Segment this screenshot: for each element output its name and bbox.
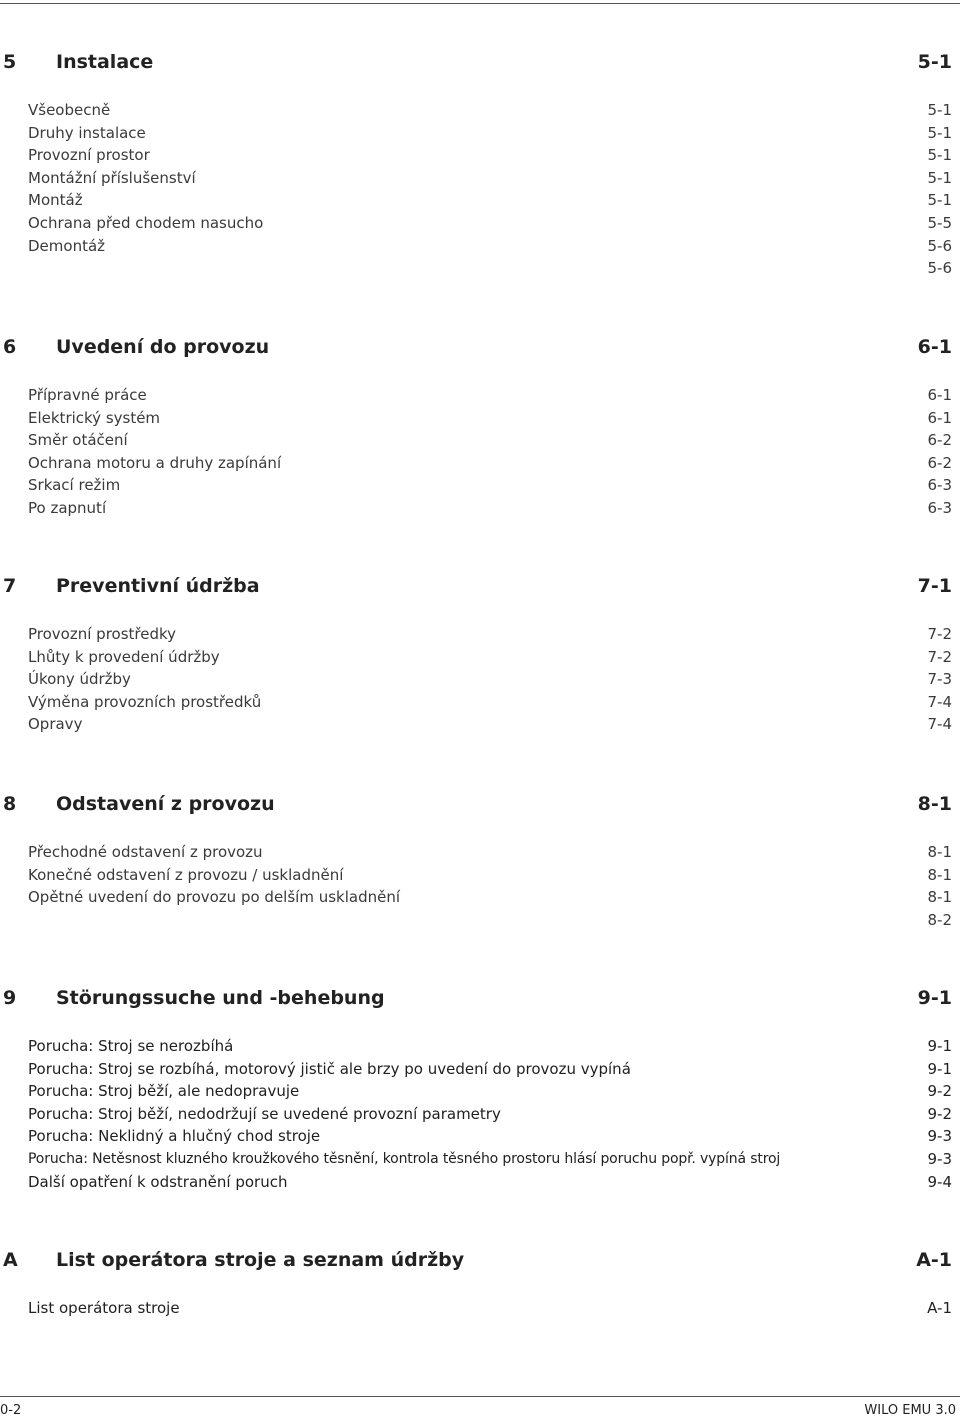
toc-entry-page: 5-1	[927, 101, 952, 119]
toc-entry-title: Porucha: Stroj se rozbíhá, motorový jistič ale brzy po uvedení do provozu vypíná	[28, 1059, 631, 1078]
toc-entry-title: Porucha: Stroj běží, ale nedopravuje	[28, 1082, 300, 1101]
toc-entry-title: Porucha: Stroj se nerozbíhá	[28, 1037, 234, 1055]
toc-entry-page: 7-4	[927, 692, 952, 711]
chapter-heading[interactable]	[0, 49, 952, 75]
toc-entry-page: 5-1	[927, 123, 952, 142]
toc-entry-title: Další opatření k odstranění poruch	[28, 1172, 288, 1191]
toc-entry-title: Ochrana před chodem nasucho	[28, 213, 264, 232]
footer-document-name: WILO EMU 3.0	[864, 1403, 956, 1418]
toc-entry-list	[28, 1297, 952, 1320]
toc-entry-page: 6-2	[927, 431, 952, 450]
toc-entry-title: Ochrana motoru a druhy zapínání	[28, 453, 282, 472]
toc-entry-page: 8-1	[927, 865, 952, 884]
toc-entry-title: Elektrický systém	[28, 408, 161, 427]
chapter-heading[interactable]	[0, 1247, 952, 1273]
toc-entry[interactable]	[28, 99, 952, 122]
toc-entry-title: Provozní prostředky	[28, 625, 177, 643]
toc-entry-page: 9-1	[927, 1037, 952, 1055]
chapter-heading[interactable]	[0, 985, 952, 1011]
toc-entry-page: 9-1	[927, 1059, 952, 1078]
chapter-page: 9-1	[917, 987, 952, 1009]
toc-entry[interactable]	[28, 474, 952, 497]
toc-entry-page: 7-2	[927, 625, 952, 643]
toc-entry[interactable]	[28, 497, 952, 520]
toc-entry-title: Výměna provozních prostředků	[28, 692, 262, 711]
toc-entry-page: 7-3	[927, 670, 952, 689]
toc-entry-title: Všeobecně	[28, 101, 111, 119]
toc-entry-title: Porucha: Neklidný a hlučný chod stroje	[28, 1127, 321, 1146]
toc-entry-title: List operátora stroje	[28, 1299, 180, 1317]
footer-rule	[0, 1396, 960, 1397]
toc-entry[interactable]	[28, 189, 952, 212]
toc-entry[interactable]	[28, 429, 952, 452]
toc-entry-page: 6-3	[927, 476, 952, 495]
toc-entry-title: Srkací režim	[28, 476, 121, 495]
chapter-number: 8	[3, 793, 17, 815]
toc-entry[interactable]	[28, 713, 952, 736]
toc-entry-page: 9-2	[927, 1104, 952, 1123]
toc-entry-title: Úkony údržby	[28, 670, 131, 689]
toc-entry-page: 6-2	[927, 453, 952, 472]
toc-entry[interactable]	[28, 257, 952, 280]
chapter-heading[interactable]	[0, 334, 952, 360]
toc-entry[interactable]	[28, 909, 952, 932]
toc-entry-title: Provozní prostor	[28, 146, 150, 165]
toc-entry-page: 8-1	[927, 843, 952, 861]
chapter-number: 7	[3, 575, 17, 597]
toc-entry[interactable]	[28, 1080, 952, 1103]
toc-entry[interactable]	[28, 1148, 952, 1171]
toc-entry[interactable]	[28, 144, 952, 167]
toc-entry[interactable]	[28, 1125, 952, 1148]
chapter-title: Instalace	[56, 51, 154, 73]
chapter-page: 8-1	[917, 793, 952, 815]
toc-entry-page: 5-1	[927, 146, 952, 165]
toc-entry[interactable]	[28, 623, 952, 646]
toc-entry-page: 9-3	[927, 1127, 952, 1146]
toc-entry-title: Opravy	[28, 715, 83, 734]
chapter-heading[interactable]	[0, 791, 952, 817]
toc-entry-title: Demontáž	[28, 236, 106, 255]
toc-entry-page: 6-1	[927, 408, 952, 427]
toc-entry-list	[28, 1035, 952, 1193]
toc-entry-title: Porucha: Stroj běží, nedodržují se uvedené provozní parametry	[28, 1104, 501, 1123]
toc-entry-page: 5-1	[927, 168, 952, 187]
toc-entry-page: 9-4	[927, 1172, 952, 1191]
toc-entry-page: 9-2	[927, 1082, 952, 1101]
toc-entry[interactable]	[28, 691, 952, 714]
toc-entry[interactable]	[28, 646, 952, 669]
toc-entry-list	[28, 841, 952, 931]
chapter-page: 6-1	[917, 336, 952, 358]
toc-entry[interactable]	[28, 864, 952, 887]
toc-entry-title: Přechodné odstavení z provozu	[28, 843, 263, 861]
toc-entry-page: 6-3	[927, 498, 952, 517]
chapter-title: Preventivní údržba	[56, 575, 260, 597]
toc-entry[interactable]	[28, 841, 952, 864]
toc-entry[interactable]	[28, 1297, 952, 1320]
toc-entry-page: 9-3	[927, 1149, 952, 1168]
toc-entry-title: Porucha: Netěsnost kluzného kroužkového těsnění, kontrola těsného prostoru hlásí poruchu popř. vypíná stroj	[28, 1150, 781, 1167]
toc-entry-page: 8-2	[927, 910, 952, 929]
toc-entry[interactable]	[28, 452, 952, 475]
toc-entry-title: Montáž	[28, 191, 83, 210]
chapter-number: 6	[3, 336, 17, 358]
toc-entry[interactable]	[28, 384, 952, 407]
toc-entry-list	[28, 384, 952, 520]
toc-entry[interactable]	[28, 1171, 952, 1194]
chapter-title: Uvedení do provozu	[56, 336, 270, 358]
toc-entry[interactable]	[28, 212, 952, 235]
toc-entry-title: Směr otáčení	[28, 431, 128, 450]
top-rule	[0, 3, 960, 4]
toc-entry-page: 5-6	[927, 259, 952, 278]
chapter-title: Störungssuche und -behebung	[56, 987, 385, 1009]
chapter-title: List operátora stroje a seznam údržby	[56, 1249, 465, 1271]
footer-page-number: 0-2	[0, 1403, 22, 1418]
toc-entry[interactable]	[28, 1058, 952, 1081]
toc-entry[interactable]	[28, 668, 952, 691]
toc-entry-page: 5-6	[927, 236, 952, 255]
toc-entry-title: Lhůty k provedení údržby	[28, 647, 220, 666]
toc-entry[interactable]	[28, 1035, 952, 1058]
toc-entry-title: Montážní příslušenství	[28, 168, 196, 187]
toc-entry-page: 6-1	[927, 386, 952, 404]
toc-entry-list	[28, 99, 952, 280]
toc-entry-title: Přípravné práce	[28, 386, 147, 404]
toc-entry[interactable]	[28, 1103, 952, 1126]
chapter-number: A	[3, 1249, 18, 1271]
chapter-page: 7-1	[917, 575, 952, 597]
toc-entry[interactable]	[28, 167, 952, 190]
toc-entry-title: Opětné uvedení do provozu po delším uskladnění	[28, 888, 400, 907]
toc-entry-page: A-1	[927, 1299, 952, 1317]
chapter-number: 9	[3, 987, 17, 1009]
chapter-title: Odstavení z provozu	[56, 793, 275, 815]
toc-entry-page: 7-2	[927, 647, 952, 666]
toc-entry-title: Po zapnutí	[28, 498, 107, 517]
toc-entry-title: Druhy instalace	[28, 123, 146, 142]
toc-entry[interactable]	[28, 122, 952, 145]
toc-entry[interactable]	[28, 407, 952, 430]
toc-entry-page: 7-4	[927, 715, 952, 734]
toc-entry-page: 5-1	[927, 191, 952, 210]
chapter-number: 5	[3, 51, 17, 73]
toc-entry-page: 5-5	[927, 213, 952, 232]
toc-entry-list	[28, 623, 952, 736]
chapter-page: A-1	[916, 1249, 952, 1271]
toc-entry[interactable]	[28, 235, 952, 258]
toc-entry-title: Konečné odstavení z provozu / uskladnění	[28, 865, 344, 884]
chapter-page: 5-1	[917, 51, 952, 73]
toc-entry[interactable]	[28, 886, 952, 909]
toc-entry-page: 8-1	[927, 888, 952, 907]
chapter-heading[interactable]	[0, 573, 952, 599]
